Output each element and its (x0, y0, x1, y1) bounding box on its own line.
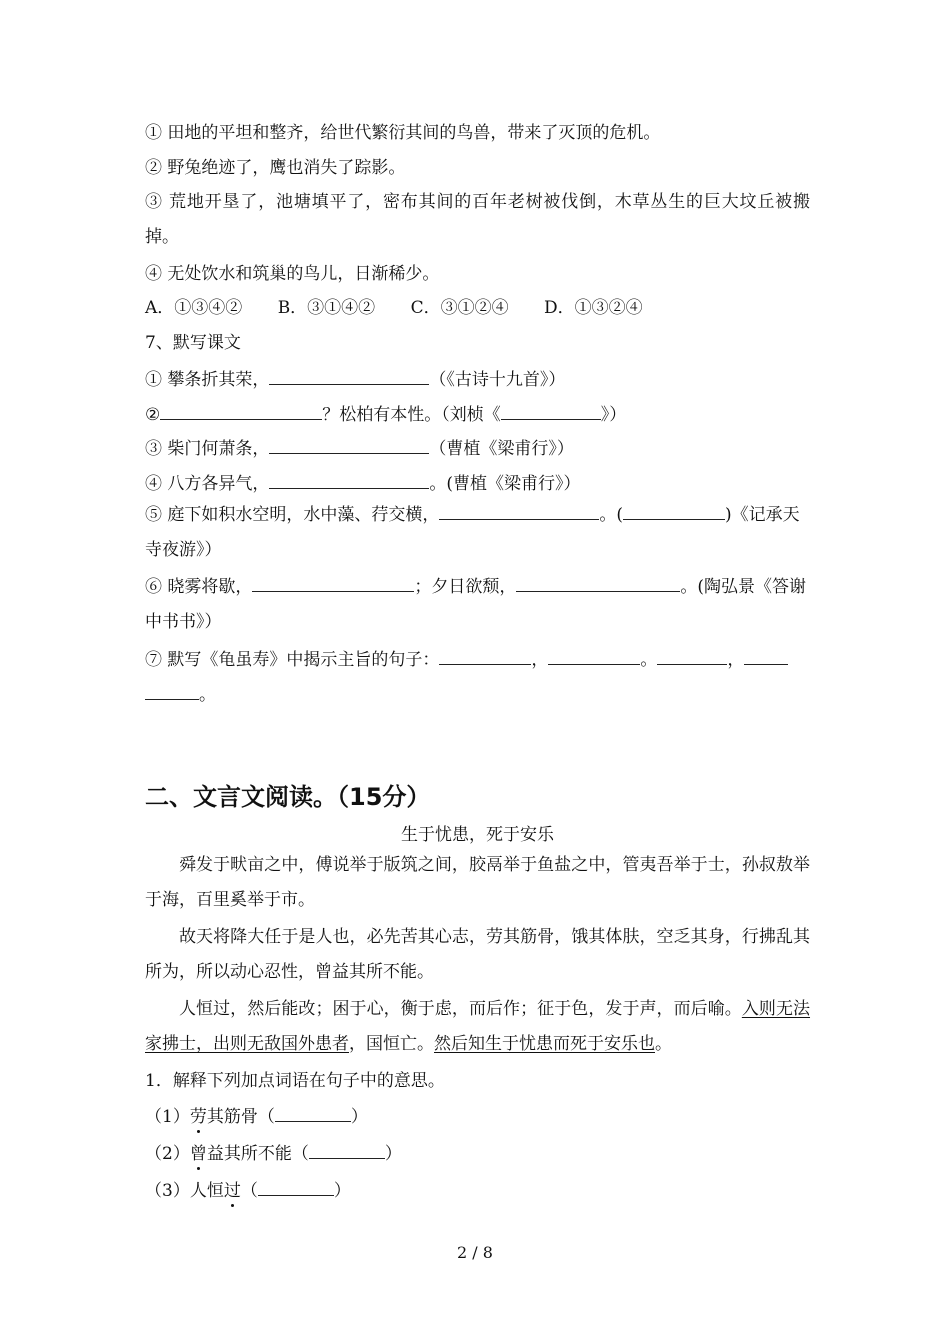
q7-line-5 (145, 498, 810, 568)
option-a: A．①③④② (145, 298, 243, 318)
q6-options (145, 298, 810, 318)
answer-blank[interactable] (269, 368, 429, 385)
answer-blank[interactable] (439, 503, 599, 520)
q7-l6-text-a: ⑥ 晓雾将歇， (145, 577, 253, 597)
q7-l7-end: 。 (199, 685, 216, 705)
q7-l1-source: （《古诗十九首》） (429, 370, 566, 390)
q7-l7-text: ⑦ 默写《龟虽寿》中揭示主旨的句子： (145, 650, 440, 670)
answer-blank[interactable] (160, 403, 322, 420)
q7-l2-num: ② (145, 405, 161, 425)
answer-blank[interactable] (516, 575, 680, 592)
item-text: 其筋骨（ (206, 1107, 275, 1127)
passage-paragraph-2: 故天将降大任于是人也，必先苦其心志，劳其筋骨，饿其体肤，空乏其身，行拂乱其所为，所以动心忍性，曾益其所不能。 (145, 927, 810, 982)
q6-item-4: ④ 无处饮水和筑巢的鸟儿，日渐稀少。 (145, 264, 440, 284)
answer-blank[interactable] (548, 648, 640, 665)
question-1-item-3 (145, 1179, 810, 1201)
q7-line-3 (145, 437, 810, 459)
page-number: 2 / 8 (457, 1243, 493, 1262)
p3-text-b: ，国恒亡。 (349, 1034, 434, 1054)
q7-l7-comma: ， (531, 650, 549, 670)
dotted-word: 曾 (189, 1144, 207, 1164)
section-title: 二、文言文阅读。（15分） (145, 783, 431, 811)
q7-l4-source: 。(曹植《梁甫行》） (429, 474, 581, 494)
item-close: ） (350, 1107, 368, 1127)
answer-blank[interactable] (439, 648, 531, 665)
answer-blank[interactable] (309, 1142, 385, 1159)
answer-blank[interactable] (269, 472, 429, 489)
q7-l2-text: ？松柏有本性。（刘桢《 (322, 405, 501, 425)
answer-blank[interactable] (269, 437, 429, 454)
dotted-word: 过 (223, 1181, 241, 1201)
item-close: ） (333, 1181, 351, 1201)
question-1-item-1 (145, 1105, 810, 1127)
q7-l5-mid: 。( (599, 505, 624, 525)
q7-line-4 (145, 472, 810, 494)
question-1-item-2 (145, 1142, 810, 1164)
q7-l1-text: ① 攀条折其荣， (145, 370, 270, 390)
p3-text-a: 人恒过，然后能改；困于心，衡于虑，而后作；征于色，发于声，而后喻。 (179, 999, 742, 1019)
q7-l5-source: )《记承天寺夜游》） (145, 505, 800, 560)
q6-item-3: ③ 荒地开垦了，池塘填平了，密布其间的百年老树被伐倒，木草丛生的巨大坟丘被搬掉。 (145, 192, 810, 247)
item-close: ） (384, 1144, 402, 1164)
answer-blank[interactable] (145, 683, 199, 700)
q7-title: 7、默写课文 (145, 333, 241, 353)
q7-l3-source: （曹植《梁甫行》） (429, 439, 574, 459)
answer-blank[interactable] (252, 575, 414, 592)
dotted-word: 劳 (189, 1107, 207, 1127)
passage-paragraph-3 (145, 992, 810, 1062)
item-open: （ (240, 1181, 258, 1201)
q7-l3-text: ③ 柴门何萧条， (145, 439, 270, 459)
q7-l5-text: ⑤ 庭下如积水空明，水中藻、荇交横， (145, 505, 440, 525)
answer-blank[interactable] (501, 403, 601, 420)
item-number: （1） (145, 1107, 190, 1127)
p3-text-c: 。 (655, 1034, 672, 1054)
passage-paragraph-1: 舜发于畎亩之中，傅说举于版筑之间，胶鬲举于鱼盐之中，管夷吾举于士，孙叔敖举于海，百里奚举于市。 (145, 855, 810, 910)
q6-item-1: ① 田地的平坦和整齐，给世代繁衍其间的鸟兽，带来了灭顶的危机。 (145, 123, 661, 143)
q7-l7-period: 。 (640, 650, 658, 670)
answer-blank[interactable] (258, 1179, 334, 1196)
question-1-title: 1．解释下列加点词语在句子中的意思。 (145, 1071, 445, 1091)
q7-l6-text-b: ；夕日欲颓， (414, 577, 517, 597)
option-b: B．③①④② (277, 298, 376, 318)
q7-line-6 (145, 570, 810, 640)
answer-blank[interactable] (744, 648, 788, 665)
answer-blank[interactable] (275, 1105, 351, 1122)
option-d: D．①③②④ (544, 298, 643, 318)
item-text: 人恒 (189, 1181, 224, 1201)
option-c: C．③①②④ (410, 298, 509, 318)
item-text: 益其所不能（ (206, 1144, 309, 1164)
q7-line-1 (145, 368, 810, 390)
q7-l6-source: 。(陶弘景《答谢中书书》） (145, 577, 807, 632)
answer-blank[interactable] (657, 648, 727, 665)
q7-l2-end: 》） (600, 405, 627, 425)
item-number: （3） (145, 1181, 190, 1201)
q6-item-2: ② 野兔绝迹了，鹰也消失了踪影。 (145, 158, 406, 178)
passage-title: 生于忧患，死于安乐 (401, 825, 554, 845)
underlined-sentence-1: 入则无法家拂士，出则无敌国外患者 (145, 999, 811, 1054)
underlined-sentence-2: 然后知生于忧患而死于安乐也 (434, 1034, 655, 1054)
q7-l7-comma2: ， (727, 650, 745, 670)
item-number: （2） (145, 1144, 190, 1164)
answer-blank[interactable] (623, 503, 725, 520)
q7-l4-text: ④ 八方各异气， (145, 474, 270, 494)
q7-line-2 (145, 403, 810, 425)
q7-line-7 (145, 643, 810, 713)
